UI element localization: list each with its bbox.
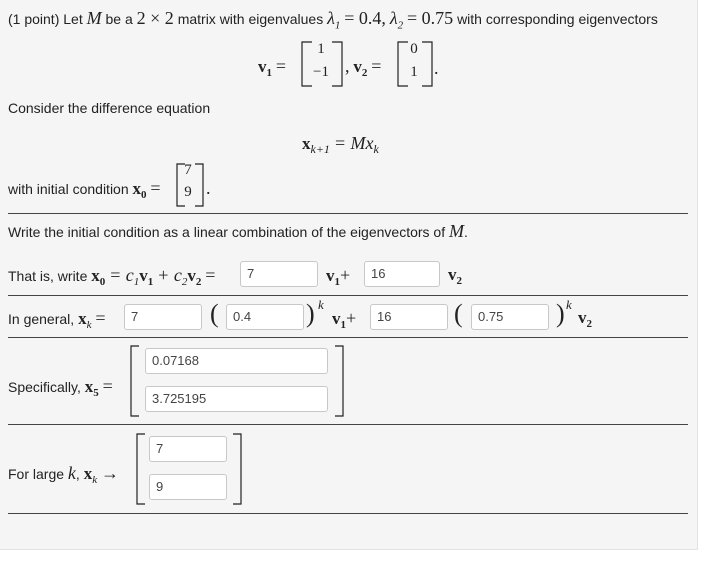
intro-text: (1 point) Let — [8, 11, 83, 27]
v1-label: $v_1$ = — [258, 56, 287, 79]
limit-top-input[interactable]: 7 — [149, 436, 227, 462]
lambda1-input[interactable]: 0.4 — [226, 304, 304, 330]
c1-input[interactable]: 7 — [240, 261, 318, 287]
v1-top-entry: 1 — [317, 41, 325, 57]
v1-right-bracket — [330, 40, 346, 88]
intro-text-3: matrix with eigenvalues — [177, 11, 324, 27]
v2-period: . — [434, 58, 439, 78]
right-paren-1: ) — [306, 299, 315, 328]
v2-label: , $v_2$ = — [345, 56, 382, 79]
divider — [8, 213, 688, 214]
general-v2: $v_2$ — [578, 308, 592, 330]
large-line-label: For large k, $x_k$ → — [8, 463, 119, 486]
problem-statement — [8, 8, 658, 32]
combo-line-label: That is, write $x_0 = c_1v_1 + c_2v_2$ = — [8, 265, 216, 288]
lambda-2-value: = 0.75 — [407, 8, 454, 28]
x0-right-bracket — [193, 162, 207, 208]
x5-top-input[interactable]: 0.07168 — [145, 348, 328, 374]
divider — [8, 337, 688, 338]
lambda-2: $\lambda_2$ — [389, 8, 404, 32]
lambda2-input[interactable]: 0.75 — [471, 304, 549, 330]
limit-left-bracket — [133, 432, 147, 506]
v2-top-entry: 0 — [410, 41, 418, 57]
v1-bottom-entry: −1 — [313, 64, 329, 80]
left-paren-2: ( — [454, 299, 463, 328]
divider — [8, 295, 688, 296]
x5-right-bracket — [333, 344, 347, 418]
exponent-k-2: k — [566, 297, 572, 312]
x0-period: . — [206, 178, 211, 198]
general-v1: $v_1+$ — [332, 308, 357, 331]
right-paren-2: ) — [556, 299, 565, 328]
matrix-dims: 2 × 2 — [136, 8, 174, 28]
divider — [8, 424, 688, 425]
intro-text-4: with corresponding eigenvectors — [457, 11, 658, 27]
write-instruction: Write the initial condition as a linear combination of the eigenvectors of M. — [8, 221, 468, 241]
v2-bottom-entry: 1 — [410, 64, 418, 80]
general-coef1-input[interactable]: 7 — [124, 304, 202, 330]
limit-right-bracket — [231, 432, 245, 506]
x5-bottom-input[interactable]: 3.725195 — [145, 386, 328, 412]
specific-line-label: Specifically, $x_5$ = — [8, 376, 113, 399]
combo-v2: $v_2$ — [448, 265, 462, 287]
exponent-k-1: k — [318, 297, 324, 312]
limit-bottom-input[interactable]: 9 — [149, 474, 227, 500]
divider — [8, 513, 688, 514]
x0-top-entry: 7 — [184, 162, 192, 178]
initial-condition-line: with initial condition $x_0$ = — [8, 178, 161, 201]
general-line-label: In general, $x_k$ = — [8, 308, 106, 331]
x0-bottom-entry: 9 — [184, 184, 192, 200]
combo-v1: $v_1+$ — [326, 265, 351, 288]
lambda-1: $\lambda_1$ — [327, 8, 341, 32]
intro-text-2: be a — [105, 11, 133, 27]
general-coef2-input[interactable]: 16 — [370, 304, 448, 330]
x5-left-bracket — [127, 344, 141, 418]
matrix-symbol: M — [86, 8, 102, 28]
left-paren-1: ( — [210, 299, 219, 328]
c2-input[interactable]: 16 — [364, 261, 440, 287]
difference-equation: $x_{k+1} = Mx_k$ — [302, 133, 379, 156]
consider-text: Consider the difference equation — [8, 100, 211, 116]
lambda-1-value: = 0.4, — [344, 8, 386, 28]
initial-condition-text: with initial condition — [8, 181, 129, 197]
